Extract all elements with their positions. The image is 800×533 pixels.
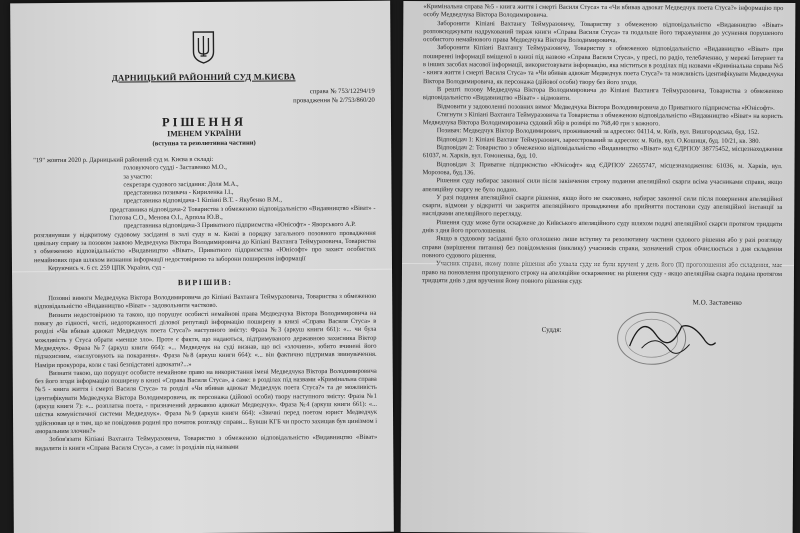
composition-line: головуючого судді - Заставенко М.О., xyxy=(123,164,227,172)
resolution-paragraph: Визнати недостовірною та такою, що порушує особисті немайнові права Медведчука Віктора Володимировича на повагу до гідності, честі, недоторканності ділової репутації інформацію поширену в книзі «Справа Василя Стуса» в розділі «Чи вбивав адвокат Медведчук поета Стуса?» наступного змісту: Фраза №3 (аркуш книги 661): «... чи була можливість у Стуса обрати «менше зло». Проте є факти, що надаються, підтримуваного державною захисника Віктор Медведчук». Фраза №7 (аркуш книги 664): «... Медведчук на суді визнав, що всі «злочини», юбито вчинені його підзахисним, «заслуговують на покарання». Фраза №8 (аркуш книги 664): «... він фактично підтримав звинувачення. Наміри прокурора, коли є такі безпідставні адвокати?...» xyxy=(34,309,377,369)
court-stamp-signature-icon xyxy=(611,304,721,369)
decision-title: РІШЕННЯ xyxy=(161,114,247,130)
party-defendant-2: Відповідач 2: Товариство з обмеженою відповідальністю «Видавництво «Віват» код ЄДРПОУ 38775452, місцезнаходження 61037, м. Харків, вул. Гомоненка, буд. 10. xyxy=(422,144,783,161)
composition-line: представника відповідача-3 Приватного підприємства «Юнісофт» - Яворського А.Р. xyxy=(123,221,356,230)
case-references xyxy=(33,87,375,107)
case-number: справа № 753/12294/19 xyxy=(309,87,375,96)
composition-line: представника відповідача-1 Кіпіані В.Т. - Якубенко В.М., xyxy=(123,196,282,206)
proceeding-number: провадження № 2/753/860/20 xyxy=(293,96,375,105)
party-defendant-1: Відповідач 1: Кіпіані Вахтанг Теймуразович, зареєстрований за адресою: м. Київ, вул. О.Кошиця, буд. 10/21, кв. 380. xyxy=(436,135,761,145)
resolution-paragraph: Визнати такою, що порушує особисте немайнове право на використання імені Медведчука Віктора Володимировича без його згоди інформацію поширену в книзі «Справа Василя Стуса», а саме: в розділах під назвами «Кримінальна справа №5 - книга життя і смерті Василя Стуса» та розділі «Чи вбивав адвокат Медведчук поета Стуса?» та де можливість ідентифікувати Медведчука Віктора Володимировича, як персонажа (дійової особи) твору наступного змісту: Фраза №1 (аркуш книги 7): «... розплатна поета, - призначений державою адвокат Медведчук». Фраза №4 (аркуш книги 661): «... шістка комуністичної системи Медведчук». Фраза №9 (аркуш книги 664): «Звичні перед поетом юрист Медведчук здійснював це в тим, що ке повідомив родині про початок розгляду справи... Бувши КГБ чи просто захищав був цинізмом і аморальним злочин?» xyxy=(34,367,378,436)
trident-emblem-icon xyxy=(190,30,216,64)
composition-line: представника відповідача-2 Товариства з обмеженою відповідальністю «Видавництво «Віват» - Глотова С.О., Менова О.І., Арпола Ю.В., xyxy=(109,204,376,222)
signature-area xyxy=(421,293,781,375)
resolution-paragraph: Позовні вимоги Медведчука Віктора Володимировича до Кіпіані Вахтанга Теймуразовича, Товариства з обмеженою відповідальністю «Видавництво «Віват» - задовольнити частково. xyxy=(34,292,377,311)
resolution-paragraph: Зобов'язати Кіпіані Вахтанга Теймуразовича, Товариство з обмеженою відповідальністю «Видавництво «Віват» видалити із книги «Справа Василя Стуса», а саме: із розділів під назвами xyxy=(35,433,378,452)
ruling-paragraph: У разі подання апеляційної скарги рішення, якщо його не скасовано, набирає законної сили після повернення апеляційної скарги, відмови у відкритті чи закриття апеляційного провадження або прийняття постанови суду апеляційної інстанції за наслідками апеляційного перегляду. xyxy=(422,193,783,219)
composition-line: за участю: xyxy=(123,172,153,181)
ruling-paragraph: «Кримінальна справа №5 - книга життя і смерті Василя Стуса» та «Чи вбивав адвокат Медведчук поета Стуса?» інформацію про особу Медведчука Віктора Володимировича. xyxy=(423,3,784,20)
document-page-right xyxy=(401,1,796,533)
resolved-heading: ВИРІШИВ: xyxy=(177,277,233,288)
ruling-paragraph: Рішення суду може бути оскаржене до Київського апеляційного суду шляхом подачі апеляційної скарги протягом тридцяти днів з дня його проголошення. xyxy=(422,218,783,235)
composition-line: представника позивача - Кириленка І.І., xyxy=(123,188,234,197)
ruling-paragraph: Стягнути з Кіпіані Вахтанга Теймуразовича та Товариства з обмеженою відповідальністю «Видавництво «Віват» на користь Медведчука Віктора Володимировича судовий збір в розмірі по 768,40 грн з кожного. xyxy=(422,111,783,128)
court-name: ДАРНИЦЬКИЙ РАЙОННИЙ СУД М.КИЄВА xyxy=(111,71,296,83)
party-plaintiff: Позивач: Медведчук Віктор Володимирович, проживаючий за адресою: 04114, м. Київ, вул. Вишгородська, буд. 152. xyxy=(436,127,760,137)
ruling-paragraph: Відмовити у задоволенні позовних вимог Медведчука Віктора Володимировича до Приватного підприємства «Юнісофт». xyxy=(436,102,775,112)
party-defendant-3: Відповідач 3: Приватне підприємство «Юнісофт» код ЄДРПОУ 22655747, місцезнаходження: 61036, м. Харків, вул. Морозова, буд.136. xyxy=(422,160,783,177)
date-line: "19" жовтня 2020 р. Дарницький районний суд м. Києва в складі: xyxy=(33,155,214,165)
intro-paragraph: розглянувши у відкритому судовому засіданні в залі суду в м. Києві в порядку загального позовного провадження цивільну справу за позовом заявою Медведчука Віктора Володимировича до Кіпіані Вахтанга Теймуразовича, Товариства з обмеженою відповідальністю «Видавництво «Віват», Приватного підприємства «Юнісофт» про захист особистих немайнових прав шляхом визнання інформації недостовірною та заборони поширення інформації xyxy=(33,229,376,264)
ruling-paragraph: В решті позову Медведчука Віктора Володимировича до Кіпіані Вахтанга Теймуразовича, Товариства з обмеженою відповідальністю «Видавництво «Віват» - відмовити. xyxy=(422,86,783,103)
law-reference: Керуючись ч. 6 ст. 259 ЦПК України, суд - xyxy=(47,264,165,272)
ruling-paragraph: Заборонити Кіпіані Вахтангу Теймуразовичу, Товариству з обмеженою відповідальністю «Видавництво «Віват» при поширенні інформації вміщеної в книзі під назвою «Справа Василя Стуса», у пресі, по радіо, телебаченню, у мережі Інтернет та в інших засобах масової інформації, використовувати інформацію, яка міститься в розділах під назвами «Кримінальна справа №5 - книга життя і смерті Василя Стуса» та «Чи вбивав адвокат Медведчук поета Стуса?» та можливість ідентифікувати Медведчука Віктора Володимировича, як персонажа (дійової особи) твору без його згоди. xyxy=(422,44,784,86)
judge-label: Суддя: xyxy=(541,325,562,334)
ruling-paragraph: Учасник справи, якому повне рішення або ухвала суду не були вручені у день його (її) проголошення або складення, має право на поновлення пропущеного строку на апеляційне оскарження: на рішення суду - якщо апеляційна скарга подана протягом тридцяти днів з дня вручення йому повного рішення суду. xyxy=(421,260,783,285)
ruling-paragraph: Якщо в судовому засіданні було оголошено лише вступну та резолютивну частини судового рішення або у разі розгляду справи (вирішення питання) без повідомлення (виклику) учасників справи, зазначений строк обчислюється з дня складення повного судового рішення. xyxy=(422,235,783,260)
composition-line: секретаря судового засідання: Доля М.А., xyxy=(123,180,239,189)
decision-note: (вступна та резолютивна частини) xyxy=(152,139,256,148)
ruling-paragraph: Рішення суду набирає законної сили після закінчення строку подання апеляційної скарги всіма учасниками справи, якщо апеляційну скаргу не було подано. xyxy=(422,177,783,194)
document-page-left xyxy=(10,1,394,533)
decision-subtitle: ІМЕНЕМ УКРАЇНИ xyxy=(167,128,242,139)
judge-name: М.О. Заставенко xyxy=(692,298,742,307)
ruling-paragraph: Заборонити Кіпіані Вахтангу Теймуразовичу, Товариству з обмеженою відповідальністю «Видавництво «Віват» розповсюджувати надрукований тираж книги «Справа Василя Стуса» та подальше його тиражування до усунення порушеного особистого немайнового права Медведчука Віктора Володимировича. xyxy=(423,19,784,45)
